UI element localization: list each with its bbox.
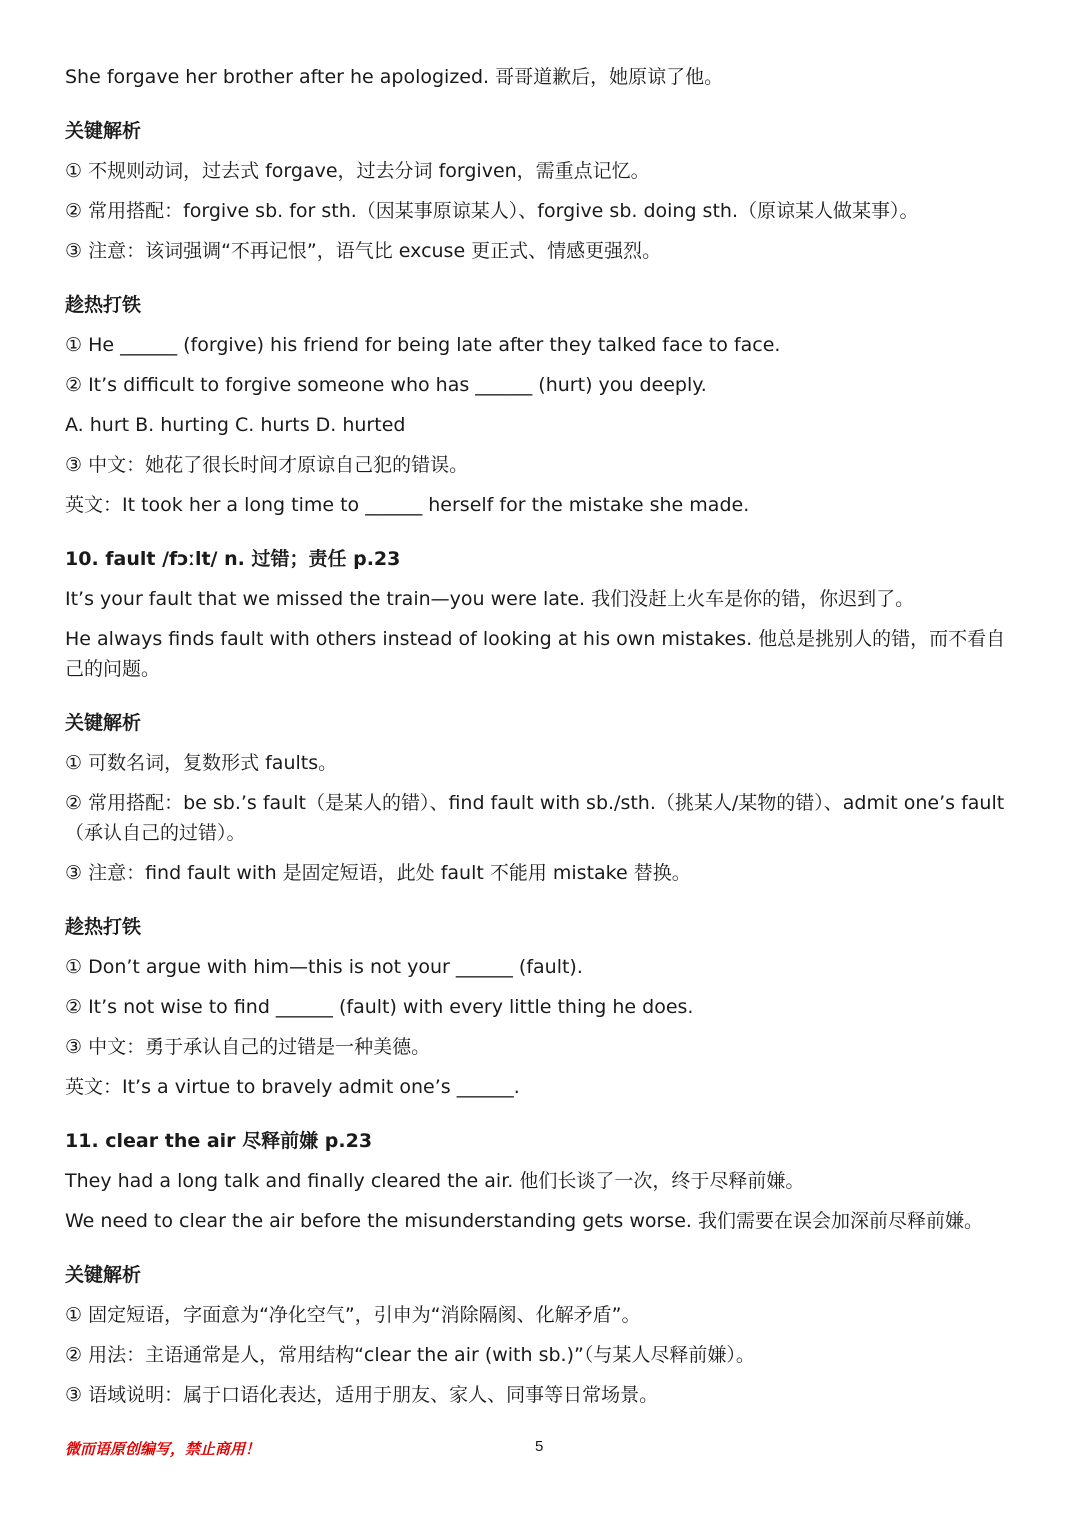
analysis-heading: 关键解析 <box>65 1264 142 1286</box>
entry-title: 11. clear the air 尽释前嫌 p.23 <box>65 1130 373 1152</box>
analysis-point: ③ 注意：该词强调“不再记恨”，语气比 excuse 更正式、情感更强烈。 <box>65 240 662 262</box>
practice-item: ① He ______ (forgive) his friend for being late after they talked face to face. <box>65 334 781 356</box>
practice-item: ③ 中文：勇于承认自己的过错是一种美德。 <box>65 1036 431 1058</box>
page-content <box>65 62 1015 1420</box>
example-sentence: They had a long talk and finally cleared the air. 他们长谈了一次，终于尽释前嫌。 <box>65 1170 805 1192</box>
example-sentence: She forgave her brother after he apologized. 哥哥道歉后，她原谅了他。 <box>65 66 724 88</box>
analysis-point: ③ 注意：find fault with 是固定短语，此处 fault 不能用 mistake 替换。 <box>65 862 691 884</box>
practice-item: ② It’s difficult to forgive someone who has ______ (hurt) you deeply. <box>65 374 707 396</box>
practice-heading: 趁热打铁 <box>65 294 142 316</box>
analysis-heading: 关键解析 <box>65 712 142 734</box>
practice-heading: 趁热打铁 <box>65 916 142 938</box>
practice-options: A. hurt B. hurting C. hurts D. hurted <box>65 414 406 436</box>
analysis-point: ② 常用搭配：be sb.’s fault（是某人的错）、find fault with sb./sth.（挑某人/某物的错）、admit one’s fault（承认自己的过错）。 <box>65 792 1005 844</box>
example-sentence: He always finds fault with others instead of looking at his own mistakes. 他总是挑别人的错，而不看自己的问题。 <box>65 628 1006 680</box>
practice-item: ③ 中文：她花了很长时间才原谅自己犯的错误。 <box>65 454 469 476</box>
analysis-point: ② 用法：主语通常是人，常用结构“clear the air (with sb.)”（与某人尽释前嫌）。 <box>65 1344 755 1366</box>
example-sentence: It’s your fault that we missed the train—you were late. 我们没赶上火车是你的错，你迟到了。 <box>65 588 915 610</box>
copyright-notice: 微而语原创编写，禁止商用！ <box>65 1440 261 1458</box>
analysis-point: ① 可数名词，复数形式 faults。 <box>65 752 338 774</box>
page-number: 5 <box>535 1438 544 1455</box>
practice-item: ① Don’t argue with him—this is not your ______ (fault). <box>65 956 583 978</box>
example-sentence: We need to clear the air before the misunderstanding gets worse. 我们需要在误会加深前尽释前嫌。 <box>65 1210 983 1232</box>
analysis-point: ② 常用搭配：forgive sb. for sth.（因某事原谅某人）、forgive sb. doing sth.（原谅某人做某事）。 <box>65 200 919 222</box>
practice-item: 英文：It’s a virtue to bravely admit one’s ______. <box>65 1076 520 1098</box>
practice-item: ② It’s not wise to find ______ (fault) with every little thing he does. <box>65 996 694 1018</box>
analysis-point: ③ 语域说明：属于口语化表达，适用于朋友、家人、同事等日常场景。 <box>65 1384 659 1406</box>
analysis-heading: 关键解析 <box>65 120 142 142</box>
practice-item: 英文：It took her a long time to ______ herself for the mistake she made. <box>65 494 750 516</box>
analysis-point: ① 固定短语，字面意为“净化空气”，引申为“消除隔阂、化解矛盾”。 <box>65 1304 641 1326</box>
entry-title: 10. fault /fɔːlt/ n. 过错；责任 p.23 <box>65 548 401 570</box>
analysis-point: ① 不规则动词，过去式 forgave，过去分词 forgiven，需重点记忆。 <box>65 160 650 182</box>
